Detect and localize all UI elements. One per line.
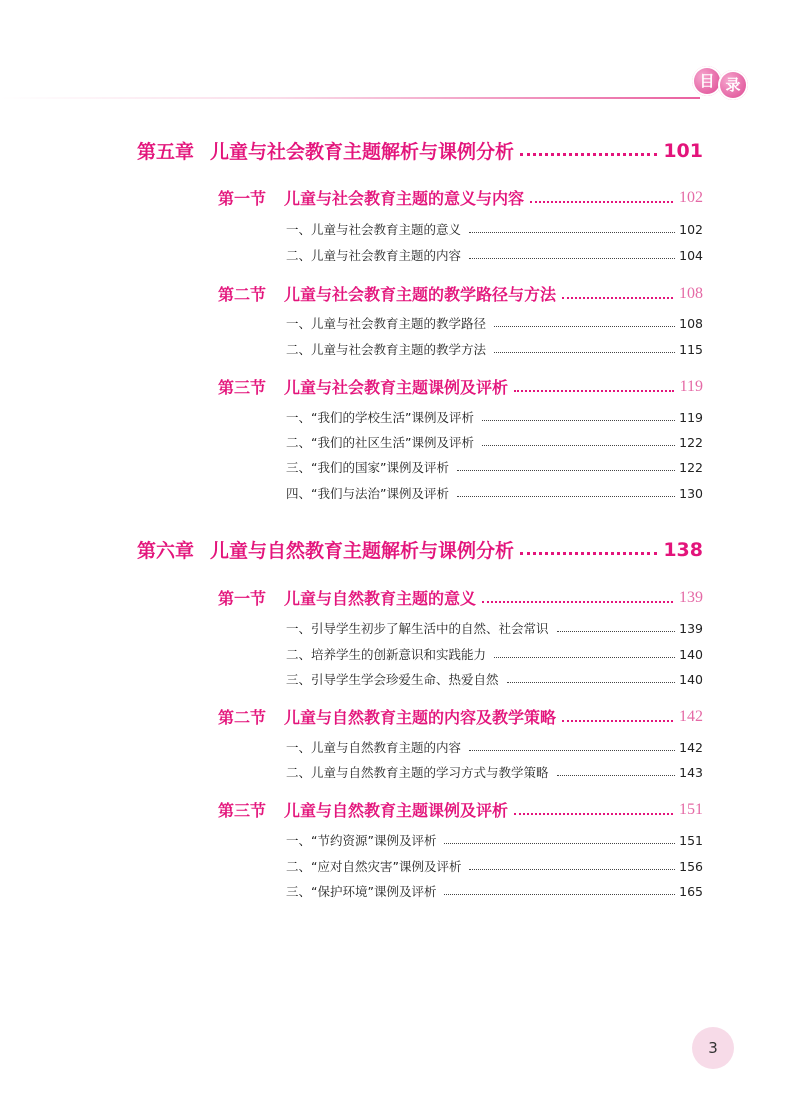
chapter-page: 101 [663,139,703,162]
toc-section[interactable] [218,186,703,209]
leader-dots [469,750,675,751]
item-page: 104 [679,247,703,263]
item-title: 三、“保护环境”课例及评析 [286,884,437,899]
chapter-page: 138 [663,538,703,561]
leader-dots [514,813,673,815]
toc-chapter[interactable] [137,536,703,563]
item-page: 140 [679,646,703,662]
leader-dots [482,420,675,421]
leader-dots [514,390,674,392]
toc-section[interactable] [218,705,703,728]
leader-dots [494,326,675,327]
section-number: 第三节 [218,378,267,397]
leader-dots [457,470,675,471]
section-page: 139 [679,588,703,606]
item-title: 一、儿童与自然教育主题的内容 [286,740,462,755]
leader-dots [562,297,673,299]
item-page: 140 [679,671,703,687]
chapter-title: 儿童与自然教育主题解析与课例分析 [210,540,515,562]
toc-item[interactable] [286,619,703,637]
section-page: 102 [679,188,703,206]
item-page: 156 [679,858,703,874]
section-page: 151 [679,800,703,818]
item-page: 108 [679,315,703,331]
item-title: 二、儿童与社会教育主题的内容 [286,248,462,263]
section-number: 第二节 [218,285,267,304]
leader-dots [494,657,675,658]
toc-item[interactable] [286,314,703,332]
section-title: 儿童与自然教育主题的意义 [284,589,477,608]
leader-dots [482,445,675,446]
section-number: 第二节 [218,708,267,727]
toc-chapter[interactable] [137,137,703,164]
toc-item[interactable] [286,340,703,358]
item-page: 122 [679,434,703,450]
leader-dots [557,775,676,776]
page-number: 3 [692,1027,734,1069]
section-page: 142 [679,707,703,725]
toc-item[interactable] [286,857,703,875]
item-title: 二、培养学生的创新意识和实践能力 [286,647,487,662]
leader-dots [562,720,673,722]
item-page: 139 [679,620,703,636]
item-title: 二、儿童与自然教育主题的学习方式与教学策略 [286,765,549,780]
chapter-number: 第五章 [137,141,195,163]
item-page: 102 [679,221,703,237]
leader-dots [530,201,673,203]
section-page: 119 [679,377,703,395]
leader-dots [444,843,675,844]
section-title: 儿童与社会教育主题的意义与内容 [284,189,525,208]
section-number: 第一节 [218,189,267,208]
item-title: 一、“我们的学校生活”课例及评析 [286,410,474,425]
toc-item[interactable] [286,882,703,900]
toc-item[interactable] [286,670,703,688]
item-title: 二、儿童与社会教育主题的教学方法 [286,342,487,357]
toc-item[interactable] [286,458,703,476]
item-page: 143 [679,764,703,780]
leader-dots [520,153,657,156]
leader-dots [520,552,657,555]
toc-item[interactable] [286,246,703,264]
item-title: 一、引导学生初步了解生活中的自然、社会常识 [286,621,549,636]
header-badge-lu: 录 [718,70,748,100]
toc-item[interactable] [286,645,703,663]
chapter-title: 儿童与社会教育主题解析与课例分析 [210,141,515,163]
leader-dots [444,894,675,895]
section-number: 第一节 [218,589,267,608]
section-title: 儿童与自然教育主题课例及评析 [284,801,509,820]
section-number: 第三节 [218,801,267,820]
toc-item[interactable] [286,738,703,756]
item-page: 119 [679,409,703,425]
item-page: 142 [679,739,703,755]
item-title: 四、“我们与法治”课例及评析 [286,486,449,501]
section-title: 儿童与自然教育主题的内容及教学策略 [284,708,557,727]
leader-dots [457,496,675,497]
item-title: 三、引导学生学会珍爱生命、热爱自然 [286,672,499,687]
leader-dots [482,601,673,603]
toc-item[interactable] [286,484,703,502]
item-title: 二、“应对自然灾害”课例及评析 [286,859,462,874]
toc-section[interactable] [218,798,703,821]
leader-dots [494,352,675,353]
leader-dots [469,232,675,233]
toc-item[interactable] [286,433,703,451]
toc-item[interactable] [286,220,703,238]
item-page: 122 [679,459,703,475]
leader-dots [469,258,675,259]
header-badge-mu: 目 [692,66,722,96]
toc-item[interactable] [286,831,703,849]
toc-section[interactable] [218,586,703,609]
leader-dots [507,682,676,683]
toc-item[interactable] [286,763,703,781]
section-page: 108 [679,284,703,302]
item-title: 二、“我们的社区生活”课例及评析 [286,435,474,450]
item-page: 130 [679,485,703,501]
toc-section[interactable] [218,375,703,398]
section-title: 儿童与社会教育主题课例及评析 [284,378,509,397]
item-title: 一、儿童与社会教育主题的意义 [286,222,462,237]
item-title: 一、“节约资源”课例及评析 [286,833,437,848]
leader-dots [557,631,676,632]
item-page: 115 [679,341,703,357]
item-page: 151 [679,832,703,848]
item-title: 一、儿童与社会教育主题的教学路径 [286,316,487,331]
chapter-number: 第六章 [137,540,195,562]
toc-section[interactable] [218,282,703,305]
item-title: 三、“我们的国家”课例及评析 [286,460,449,475]
toc-item[interactable] [286,408,703,426]
leader-dots [469,869,675,870]
item-page: 165 [679,883,703,899]
section-title: 儿童与社会教育主题的教学路径与方法 [284,285,557,304]
